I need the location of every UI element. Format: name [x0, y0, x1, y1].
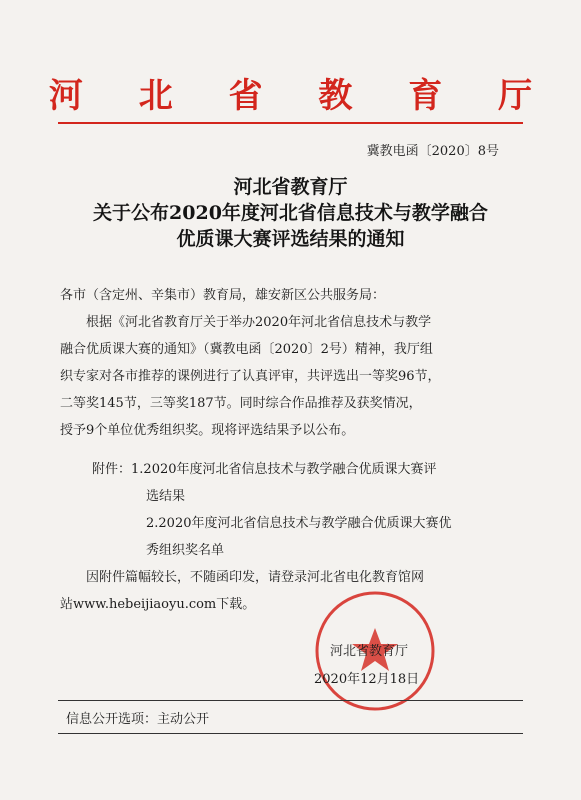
- document-body: [60, 282, 525, 444]
- body-line: 二等奖145节，三等奖187节。同时综合作品推荐及获奖情况，: [60, 396, 422, 411]
- footer-rule-top: [58, 700, 523, 701]
- attachments: [92, 456, 525, 564]
- disclosure-option: 信息公开选项：主动公开: [66, 712, 210, 727]
- attachment-2-cont: 秀组织奖名单: [146, 543, 225, 558]
- attachment-2: 2.2020年度河北省信息技术与教学融合优质课大赛优: [146, 516, 452, 531]
- title-line-2: 关于公布2020年度河北省信息技术与教学融合: [93, 202, 488, 224]
- signature-date: 2020年12月18日: [314, 672, 420, 687]
- body-line: 根据《河北省教育厅关于举办2020年河北省信息技术与教学: [86, 315, 432, 330]
- body-line: 织专家对各市推荐的课例进行了认真评审，共评选出一等奖96节，: [60, 369, 441, 384]
- document-title: [30, 174, 551, 252]
- body-line: 授予9个单位优秀组织奖。现将评选结果予以公布。: [60, 423, 355, 438]
- issuing-org-header: 河 北 省 教 育 厅: [48, 76, 555, 116]
- attachment-1: 1.2020年度河北省信息技术与教学融合优质课大赛评: [131, 462, 437, 477]
- attachments-label: 附件：: [92, 462, 132, 477]
- document-number: 冀教电函〔2020〕8号: [366, 144, 499, 159]
- title-line-3: 优质课大赛评选结果的通知: [176, 228, 405, 250]
- attachment-1-cont: 选结果: [146, 489, 186, 504]
- signature-org: 河北省教育厅: [330, 644, 409, 659]
- body-line: 融合优质课大赛的通知》（冀教电函〔2020〕2号）精神，我厅组: [60, 342, 433, 357]
- footer-rule-bottom: [58, 733, 523, 734]
- title-line-1: 河北省教育厅: [233, 176, 348, 198]
- addressee: 各市（含定州、辛集市）教育局，雄安新区公共服务局：: [60, 288, 386, 303]
- red-header-rule: [58, 122, 523, 124]
- download-note: 因附件篇幅较长，不随函印发，请登录河北省电化教育馆网 站www.hebeijiaoyu.com下载。: [60, 570, 425, 612]
